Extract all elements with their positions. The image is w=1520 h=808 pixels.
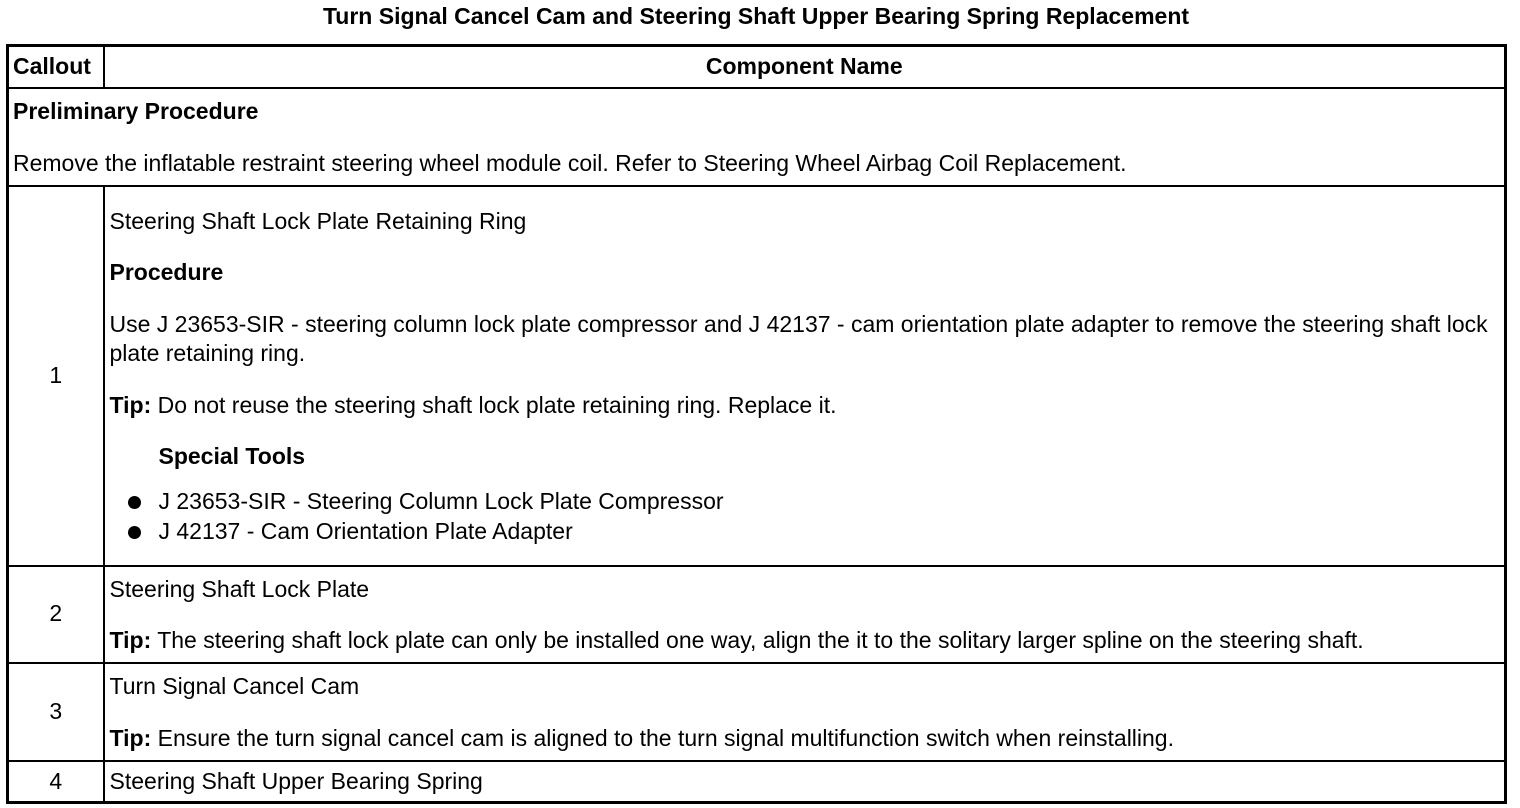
table-row [8,186,1506,566]
tip [110,391,1501,420]
component-name: Steering Shaft Lock Plate [109,575,370,602]
tip-label: Tip: [109,724,152,751]
bullet-icon [128,526,141,539]
component-cell [104,761,1506,803]
tip-text: Ensure the turn signal cancel cam is aligned to the turn signal multifunction switch when reinstalling. [151,724,1174,751]
tip-text: The steering shaft lock plate can only be installed one way, align the it to the solitary larger spline on the steering shaft. [151,627,1364,653]
callout-number: 4 [8,761,104,803]
component-cell [104,566,1506,663]
tip-label: Tip: [109,627,152,653]
tool-name: J 42137 - Cam Orientation Plate Adapter [158,517,573,544]
bullet-icon [128,496,141,509]
component-cell [104,186,1506,566]
component-name: Steering Shaft Upper Bearing Spring [109,768,483,795]
header-row [8,46,1506,88]
component-name: Turn Signal Cancel Cam [109,673,360,700]
list-item [110,517,1501,546]
tip-label: Tip: [109,391,152,418]
callout-number: 3 [8,663,104,761]
procedure-table [6,44,1507,804]
document-title: Turn Signal Cancel Cam and Steering Shaft Upper Bearing Spring Replacement [322,3,1190,29]
callout-number: 1 [8,186,104,566]
special-tools-list [110,487,1501,546]
component-name-header: Component Name [104,46,1506,88]
tool-name: J 23653-SIR - Steering Column Lock Plate Compressor [158,488,724,515]
table-row [8,761,1506,803]
table-row [8,663,1506,761]
tip [110,626,1501,655]
callout-header: Callout [8,46,104,88]
list-item [110,487,1501,516]
preliminary-heading: Preliminary Procedure [13,98,259,125]
procedure-text: Use J 23653-SIR - steering column lock plate compressor and J 42137 - cam orientation plate adapter to remove the steering shaft lock plate retaining ring. [109,310,1488,367]
table-row [8,566,1506,663]
preliminary-cell [8,88,1506,186]
component-name: Steering Shaft Lock Plate Retaining Ring [109,207,527,234]
tip [110,724,1501,753]
callout-number: 2 [8,566,104,663]
component-cell [104,663,1506,761]
preliminary-row [8,88,1506,186]
preliminary-text: Remove the inflatable restraint steering wheel module coil. Refer to Steering Wheel Airbag Coil Replacement. [13,149,1127,176]
procedure-heading: Procedure [109,259,224,286]
tip-text: Do not reuse the steering shaft lock plate retaining ring. Replace it. [151,391,837,418]
special-tools-heading: Special Tools [158,442,306,469]
